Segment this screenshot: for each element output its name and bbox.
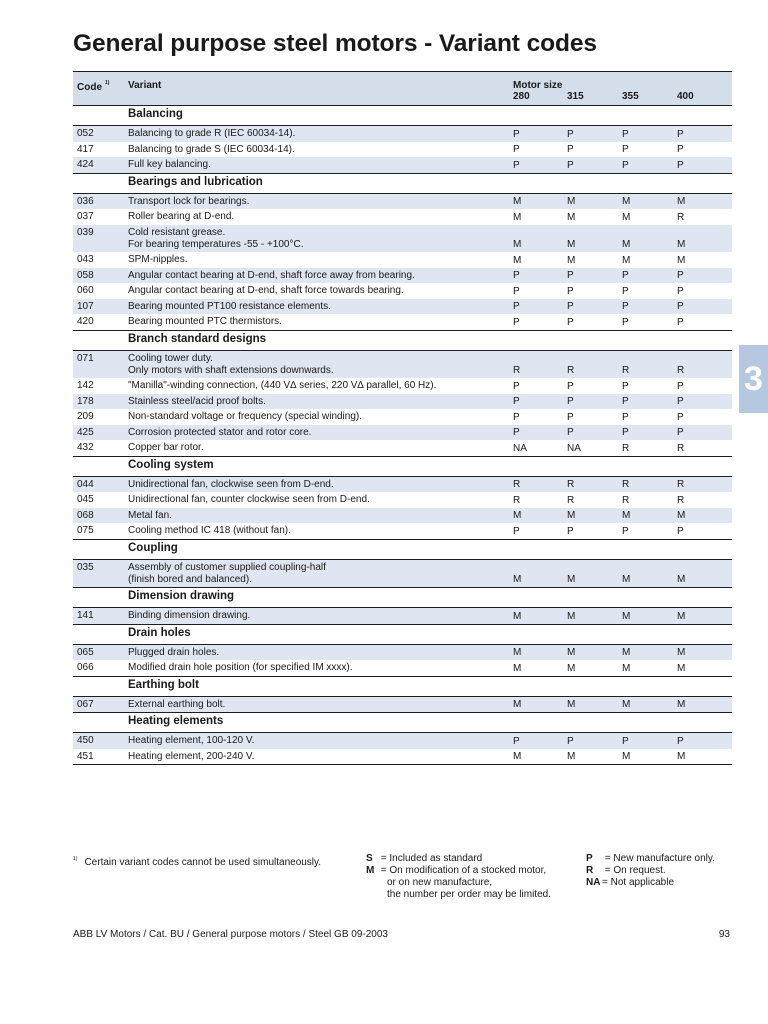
variant-description	[128, 144, 295, 156]
availability-355: M	[622, 610, 631, 622]
legend-text: Included as standard	[389, 853, 483, 864]
legend-item-m: M = On modification of a stocked motor,	[366, 865, 547, 876]
variant-description	[128, 427, 311, 439]
section-heading	[73, 676, 732, 697]
variant-code: 451	[77, 750, 94, 762]
table-row	[73, 351, 732, 379]
variant-code: 065	[77, 646, 94, 658]
description-line: Stainless steel/acid proof bolts.	[128, 395, 266, 407]
legend-right	[586, 853, 715, 889]
description-line: Heating element, 100-120 V.	[128, 735, 255, 746]
variant-description	[128, 562, 326, 586]
legend-item-s: S = Included as standard	[366, 853, 483, 864]
variant-description	[128, 211, 234, 223]
description-line: For bearing temperatures -55 - +100°C.	[128, 238, 304, 250]
legend-text: On request.	[613, 865, 666, 876]
table-row	[73, 560, 732, 588]
availability-400: M	[677, 196, 686, 207]
table-row	[73, 608, 732, 624]
variant-code: 075	[77, 525, 94, 536]
availability-400: P	[677, 270, 684, 281]
availability-315: M	[567, 254, 576, 266]
variant-code: 425	[77, 426, 94, 438]
variant-description	[128, 128, 295, 140]
footnote-mark: 1)	[73, 856, 78, 862]
section-heading	[73, 456, 732, 477]
availability-280: P	[513, 316, 520, 328]
variant-description	[128, 270, 415, 282]
availability-400: M	[677, 574, 686, 585]
variant-code: 067	[77, 698, 94, 710]
table-row	[73, 378, 732, 394]
variant-description	[128, 751, 254, 763]
availability-315: P	[567, 301, 574, 312]
availability-400: P	[677, 128, 684, 140]
availability-355: R	[622, 365, 630, 376]
section-title: Balancing	[128, 108, 183, 120]
variant-description	[128, 525, 291, 537]
footer-text: ABB LV Motors / Cat. BU / General purpose motors / Steel GB 09-2003	[73, 929, 388, 940]
legend-item-r: R = On request.	[586, 865, 666, 876]
availability-355: M	[622, 196, 631, 207]
description-line: Modified drain hole position (for specified IM xxxx).	[128, 662, 353, 673]
description-line: Balancing to grade R (IEC 60034-14).	[128, 128, 296, 139]
table-row	[73, 508, 732, 524]
availability-280: R	[513, 479, 521, 490]
header-size-315: 315	[567, 91, 584, 102]
availability-315: P	[567, 285, 574, 297]
availability-355: M	[622, 662, 631, 674]
availability-355: R	[622, 479, 630, 490]
variant-code: 039	[77, 226, 94, 238]
section-heading	[73, 173, 732, 194]
availability-355: P	[622, 411, 629, 423]
description-line: Only motors with shaft extensions downwards.	[128, 364, 334, 376]
availability-315: P	[567, 316, 574, 328]
availability-400: M	[677, 510, 686, 521]
availability-315: P	[567, 128, 574, 140]
availability-400: R	[677, 479, 685, 490]
variant-code: 066	[77, 662, 94, 673]
table-row	[73, 409, 732, 425]
availability-280: M	[513, 647, 522, 658]
variant-code: 037	[77, 211, 94, 222]
table-row	[73, 660, 732, 676]
availability-315: R	[567, 365, 575, 376]
variant-code: 068	[77, 509, 94, 521]
description-line: Angular contact bearing at D-end, shaft force towards bearing.	[128, 285, 404, 296]
availability-400: M	[677, 254, 686, 266]
availability-355: P	[622, 316, 629, 328]
availability-280: P	[513, 411, 520, 423]
description-line: Assembly of customer supplied coupling-half	[128, 561, 326, 573]
availability-315: P	[567, 427, 574, 438]
variant-description	[128, 301, 331, 313]
header-size-400: 400	[677, 91, 694, 102]
availability-355: P	[622, 301, 629, 312]
availability-280: M	[513, 699, 522, 710]
description-line: Corrosion protected stator and rotor core.	[128, 426, 312, 438]
availability-400: P	[677, 144, 684, 155]
availability-355: M	[622, 751, 631, 762]
table-row	[73, 425, 732, 441]
variant-code: 141	[77, 610, 94, 621]
table-bottom-rule	[73, 764, 732, 765]
description-line: Cooling tower duty.	[128, 352, 213, 364]
footnote-1	[73, 853, 321, 869]
variant-code: 142	[77, 380, 94, 391]
footnote-text: Certain variant codes cannot be used simultaneously.	[84, 857, 322, 868]
variant-description	[128, 647, 219, 659]
availability-355: P	[622, 735, 629, 747]
availability-315: M	[567, 211, 576, 223]
availability-315: M	[567, 610, 576, 622]
table-row	[73, 645, 732, 661]
table-row	[73, 194, 732, 210]
availability-400: R	[677, 442, 685, 454]
availability-355: M	[622, 510, 631, 521]
availability-400: P	[677, 427, 684, 438]
description-line: Transport lock for bearings.	[128, 195, 250, 207]
header-variant: Variant	[128, 80, 162, 91]
availability-280: M	[513, 211, 522, 223]
availability-400: M	[677, 610, 686, 622]
table-row	[73, 394, 732, 410]
variant-description	[128, 227, 303, 251]
availability-280: M	[513, 254, 522, 266]
description-line: Angular contact bearing at D-end, shaft force away from bearing.	[128, 269, 415, 281]
variant-description	[128, 510, 172, 522]
table-row	[73, 477, 732, 493]
availability-400: P	[677, 301, 684, 312]
section-title: Dimension drawing	[128, 590, 235, 602]
table-row	[73, 209, 732, 225]
availability-280: P	[513, 301, 520, 312]
availability-400: M	[677, 662, 686, 674]
availability-315: P	[567, 525, 574, 537]
availability-315: R	[567, 494, 575, 506]
availability-315: P	[567, 380, 574, 392]
availability-315: M	[567, 699, 576, 710]
variant-description	[128, 411, 362, 423]
table-row	[73, 733, 732, 749]
table-row	[73, 142, 732, 158]
description-line: Unidirectional fan, counter clockwise seen from D-end.	[128, 494, 370, 505]
header-motor-size: Motor size	[513, 80, 563, 91]
availability-280: M	[513, 196, 522, 207]
availability-280: M	[513, 751, 522, 762]
variant-code: 036	[77, 195, 94, 207]
description-line: Cold resistant grease.	[128, 226, 226, 238]
legend-text: New manufacture only.	[613, 853, 715, 864]
section-title: Bearings and lubrication	[128, 175, 263, 188]
availability-400: M	[677, 751, 686, 762]
variant-description	[128, 254, 187, 266]
section-title: Cooling system	[128, 458, 214, 471]
availability-400: M	[677, 239, 686, 250]
variant-description	[128, 610, 250, 622]
table-row	[73, 225, 732, 253]
legend-key: R	[586, 865, 594, 876]
availability-400: M	[677, 699, 686, 710]
availability-355: P	[622, 285, 629, 297]
table-row	[73, 299, 732, 315]
availability-280: P	[513, 144, 520, 155]
table-row	[73, 314, 732, 330]
availability-400: P	[677, 525, 684, 537]
section-heading	[73, 624, 732, 645]
availability-355: P	[622, 380, 629, 392]
availability-355: P	[622, 427, 629, 438]
availability-355: M	[622, 254, 631, 266]
header-code	[77, 80, 109, 93]
table-row	[73, 268, 732, 284]
table-header	[73, 71, 732, 106]
variant-description	[128, 316, 282, 328]
availability-315: M	[567, 751, 576, 762]
description-line: SPM-nipples.	[128, 254, 188, 265]
legend-text: On modification of a stocked motor,	[389, 865, 547, 876]
availability-400: R	[677, 365, 685, 376]
table-row	[73, 749, 732, 765]
table-row	[73, 126, 732, 142]
availability-315: M	[567, 662, 576, 674]
description-line: Balancing to grade S (IEC 60034-14).	[128, 143, 295, 155]
variant-code: 035	[77, 561, 94, 573]
availability-280: P	[513, 525, 520, 537]
description-line: Plugged drain holes.	[128, 646, 220, 658]
availability-400: P	[677, 396, 684, 407]
availability-355: P	[622, 159, 629, 171]
availability-355: P	[622, 270, 629, 281]
availability-315: R	[567, 479, 575, 490]
availability-315: P	[567, 396, 574, 407]
availability-315: P	[567, 735, 574, 747]
variant-code: 420	[77, 316, 94, 327]
table-row	[73, 252, 732, 268]
description-line: External earthing bolt.	[128, 698, 226, 710]
table-row	[73, 283, 732, 299]
header-size-355: 355	[622, 91, 639, 102]
description-line: Heating element, 200-240 V.	[128, 750, 255, 762]
availability-355: P	[622, 396, 629, 407]
availability-315: M	[567, 510, 576, 521]
availability-280: P	[513, 285, 520, 297]
availability-355: M	[622, 647, 631, 658]
availability-315: NA	[567, 442, 581, 454]
legend-key: NA	[586, 877, 601, 888]
legend-key: P	[586, 853, 593, 864]
availability-400: R	[677, 494, 685, 506]
section-title: Drain holes	[128, 626, 191, 639]
section-heading	[73, 712, 732, 733]
availability-400: M	[677, 647, 686, 658]
availability-315: M	[567, 574, 576, 585]
legend-item-m-cont2: the number per order may be limited.	[387, 889, 551, 900]
table-row	[73, 492, 732, 508]
availability-280: P	[513, 735, 520, 747]
variant-description	[128, 353, 334, 377]
table-row	[73, 440, 732, 456]
availability-355: M	[622, 211, 631, 223]
legend-key: M	[366, 865, 375, 876]
availability-400: P	[677, 159, 684, 171]
availability-280: M	[513, 510, 522, 521]
description-line: Non-standard voltage or frequency (special winding).	[128, 411, 363, 422]
availability-280: R	[513, 494, 521, 506]
variant-code: 178	[77, 395, 94, 407]
variant-code: 417	[77, 143, 94, 155]
availability-315: P	[567, 144, 574, 155]
description-line: Bearing mounted PTC thermistors.	[128, 316, 282, 327]
variant-code: 044	[77, 478, 94, 490]
availability-400: P	[677, 316, 684, 328]
description-line: Roller bearing at D-end.	[128, 211, 235, 222]
variant-code: 058	[77, 269, 94, 281]
availability-400: P	[677, 735, 684, 747]
section-heading	[73, 106, 732, 126]
availability-355: R	[622, 442, 630, 454]
variant-code: 060	[77, 285, 94, 296]
availability-280: R	[513, 365, 521, 376]
section-heading	[73, 330, 732, 351]
availability-315: P	[567, 270, 574, 281]
availability-355: M	[622, 239, 631, 250]
availability-355: M	[622, 699, 631, 710]
availability-400: P	[677, 285, 684, 297]
availability-280: M	[513, 610, 522, 622]
availability-315: M	[567, 196, 576, 207]
section-heading	[73, 539, 732, 560]
availability-355: R	[622, 494, 630, 506]
legend-item-m-cont1: or on new manufacture,	[387, 877, 493, 888]
variant-description	[128, 159, 211, 171]
variant-code: 045	[77, 494, 94, 505]
variant-description	[128, 479, 334, 491]
variant-description	[128, 662, 353, 674]
chapter-tab: 3	[739, 345, 768, 413]
availability-280: P	[513, 396, 520, 407]
legend-left	[366, 853, 551, 901]
availability-280: P	[513, 380, 520, 392]
legend-key: S	[366, 853, 373, 864]
description-line: Full key balancing.	[128, 159, 211, 170]
availability-400: R	[677, 211, 685, 223]
availability-355: P	[622, 144, 629, 155]
header-size-280: 280	[513, 91, 530, 102]
variant-code: 043	[77, 254, 94, 265]
variant-code: 052	[77, 128, 94, 139]
variant-description	[128, 396, 266, 408]
legend-item-p: P = New manufacture only.	[586, 853, 715, 864]
description-line: Metal fan.	[128, 509, 172, 521]
footnote-marker: 1)	[105, 80, 110, 86]
availability-400: P	[677, 380, 684, 392]
section-title: Heating elements	[128, 715, 224, 727]
availability-315: P	[567, 411, 574, 423]
variant-code: 424	[77, 159, 94, 170]
availability-355: P	[622, 128, 629, 140]
table-row	[73, 157, 732, 173]
variant-description	[128, 735, 254, 747]
description-line: Copper bar rotor.	[128, 442, 204, 453]
availability-355: P	[622, 525, 629, 537]
variant-code: 071	[77, 352, 94, 364]
availability-280: P	[513, 427, 520, 438]
availability-315: P	[567, 159, 574, 171]
description-line: Unidirectional fan, clockwise seen from D-end.	[128, 478, 334, 490]
availability-280: NA	[513, 442, 527, 454]
variant-description	[128, 494, 370, 506]
description-line: "Manilla"-winding connection, (440 V∆ series, 220 V∆ parallel, 60 Hz).	[128, 380, 437, 391]
variant-code: 209	[77, 411, 94, 422]
availability-280: M	[513, 239, 522, 250]
description-line: Bearing mounted PT100 resistance elements.	[128, 300, 331, 312]
variant-description	[128, 442, 204, 454]
section-title: Earthing bolt	[128, 678, 199, 691]
variant-code: 432	[77, 442, 94, 453]
section-heading	[73, 587, 732, 608]
variant-code: 107	[77, 300, 94, 312]
section-title: Coupling	[128, 541, 178, 554]
legend-item-na: NA = Not applicable	[586, 877, 674, 888]
legend-text: Not applicable	[610, 877, 674, 888]
availability-315: M	[567, 239, 576, 250]
variant-description	[128, 196, 249, 208]
availability-280: P	[513, 159, 520, 171]
variant-codes-table	[73, 71, 732, 765]
availability-280: P	[513, 128, 520, 140]
page-number: 93	[718, 929, 730, 940]
variant-description	[128, 380, 436, 392]
description-line: Cooling method IC 418 (without fan).	[128, 525, 291, 536]
availability-280: M	[513, 574, 522, 585]
description-line: Binding dimension drawing.	[128, 610, 251, 621]
variant-description	[128, 285, 404, 297]
availability-315: M	[567, 647, 576, 658]
availability-280: M	[513, 662, 522, 674]
availability-280: P	[513, 270, 520, 281]
availability-355: M	[622, 574, 631, 585]
table-row	[73, 697, 732, 713]
section-title: Branch standard designs	[128, 332, 267, 345]
availability-400: P	[677, 411, 684, 423]
table-row	[73, 523, 732, 539]
table-body	[73, 106, 732, 764]
header-code-label: Code	[77, 82, 102, 93]
variant-code: 450	[77, 735, 94, 746]
page-title: General purpose steel motors - Variant codes	[73, 30, 597, 57]
description-line: (finish bored and balanced).	[128, 573, 252, 585]
variant-description	[128, 699, 225, 711]
